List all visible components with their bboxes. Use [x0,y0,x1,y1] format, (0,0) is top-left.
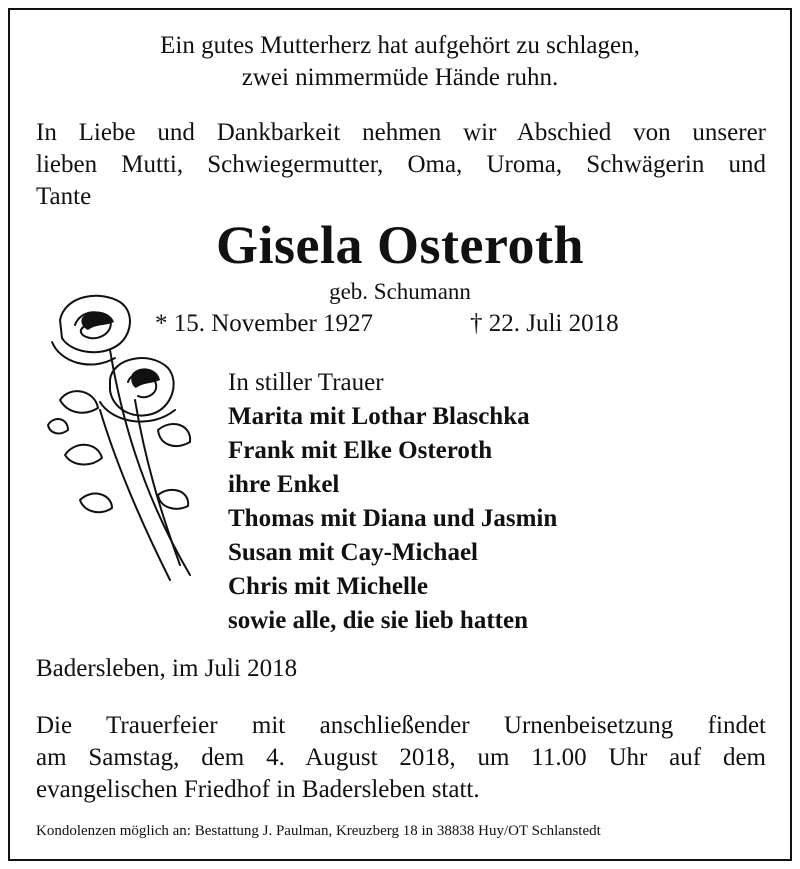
funeral-line-3: evangelischen Friedhof in Badersleben statt. [36,776,480,803]
birth-name: geb. Schumann [329,279,471,304]
mourner-entry: Susan mit Cay-Michael [228,539,478,566]
mourner-entry: ihre Enkel [228,471,340,498]
poem [0,30,800,94]
poem-line-2: zwei nimmermüde Hände ruhn. [241,64,559,91]
mourner-entry: Chris mit Michelle [228,573,428,600]
place-and-date: Badersleben, im Juli 2018 [36,655,298,682]
funeral-line-2: am Samstag, dem 4. August 2018, um 11.00 Uhr auf dem [36,744,766,771]
poem-line-1: Ein gutes Mutterherz hat aufgehört zu schlagen, [160,32,640,59]
mourners-list [228,366,557,638]
mourner-entry: Marita mit Lothar Blaschka [228,403,530,430]
intro-line-2: lieben Mutti, Schwiegermutter, Oma, Uroma, Schwägerin und [36,151,766,178]
rose-illustration-icon [40,290,210,590]
death-date: † 22. Juli 2018 [470,310,619,337]
intro-line-3: Tante [36,183,92,210]
mourner-entry: Thomas mit Diana und Jasmin [228,505,558,532]
deceased-name: Gisela Osteroth [216,215,584,275]
mourner-entry: sowie alle, die sie lieb hatten [228,607,528,634]
intro-line-1: In Liebe und Dankbarkeit nehmen wir Abschied von unserer [36,119,766,146]
funeral-line-1: Die Trauerfeier mit anschließender Urnenbeisetzung findet [36,712,766,739]
farewell-intro [36,117,766,213]
condolence-address: Kondolenzen möglich an: Bestattung J. Paulman, Kreuzberg 18 in 38838 Huy/OT Schlanstedt [36,823,601,839]
birth-date: * 15. November 1927 [155,310,374,337]
funeral-details [36,710,766,806]
mourning-lead: In stiller Trauer [228,369,384,396]
mourner-entry: Frank mit Elke Osteroth [228,437,493,464]
